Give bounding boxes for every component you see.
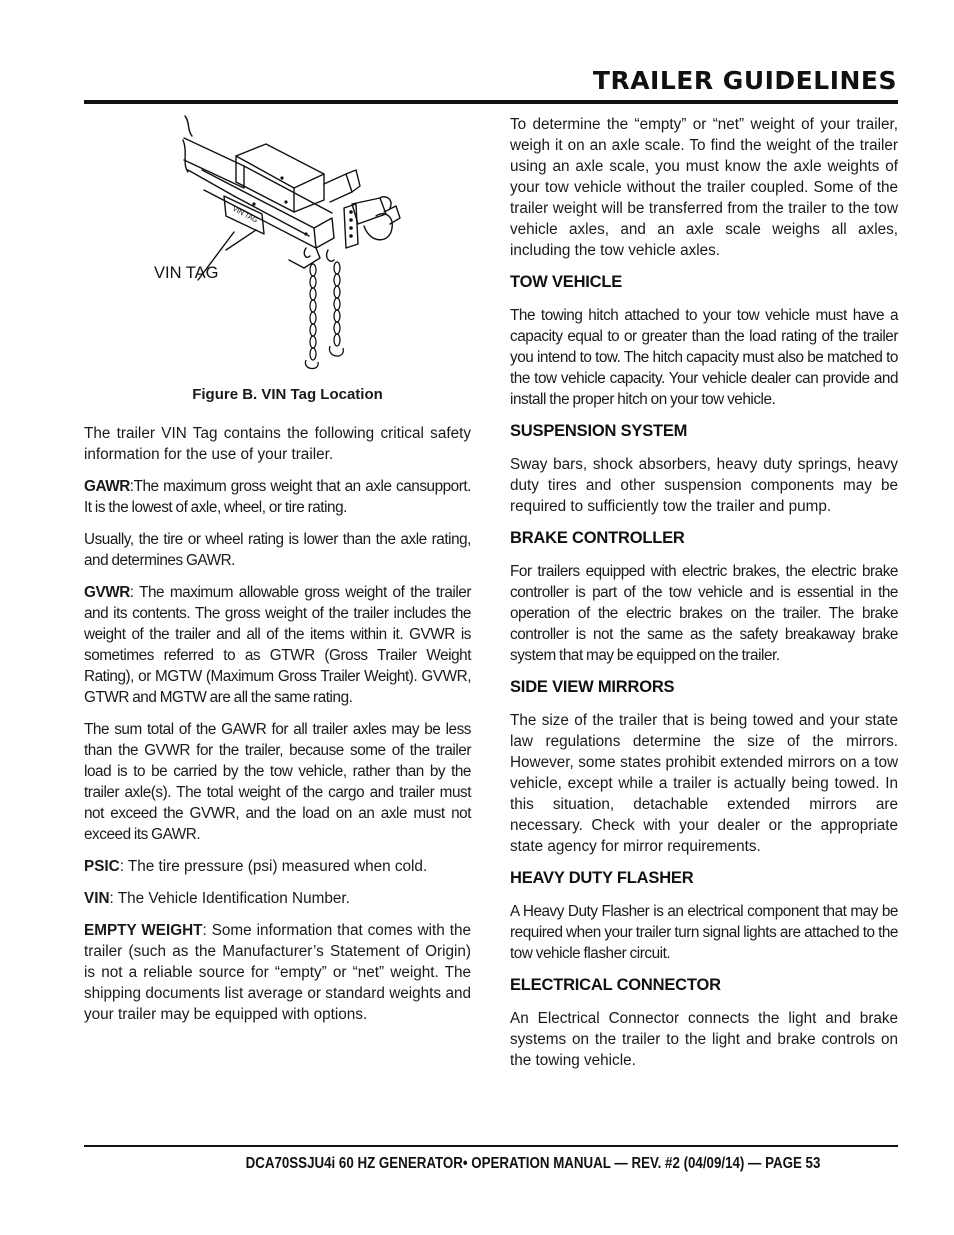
electrical-connector-heading: ELECTRICAL CONNECTOR bbox=[510, 976, 721, 994]
suspension-system-text: Sway bars, shock absorbers, heavy duty springs, heavy duty tires and other suspension components may be required to sufficiently tow the trailer and pump. bbox=[510, 456, 898, 515]
brake-controller-heading: BRAKE CONTROLLER bbox=[510, 529, 685, 547]
gvwr-term: GVWR bbox=[84, 584, 130, 601]
psic-definition bbox=[84, 856, 471, 877]
gawr-term: GAWR bbox=[84, 478, 130, 495]
tow-vehicle-text: The towing hitch attached to your tow vehicle must have a capacity equal to or greater than the load rating of the trailer you intend to tow. The hitch capacity must also be matched to the tow vehicle capacity. Your vehicle dealer can provide and install the proper hitch on your tow vehicle. bbox=[510, 307, 898, 408]
figure-caption: Figure B. VIN Tag Location bbox=[192, 386, 383, 403]
suspension-system-heading: SUSPENSION SYSTEM bbox=[510, 422, 688, 440]
gawr-text: :The maximum gross weight that an axle cansupport. It is the lowest of axle, wheel, or tire rating. bbox=[84, 478, 471, 516]
vin-term: VIN bbox=[84, 890, 110, 907]
empty-weight-text: : Some information that comes with the trailer (such as the Manufacturer’s Statement of Origin) is not a reliable source for “empty” or “net” weight. The shipping documents list average or standard weights and your trailer may be equipped with options. bbox=[84, 922, 471, 1023]
sum-total-paragraph: The sum total of the GAWR for all trailer axles may be less than the GVWR for the trailer, because some of the trailer load is to be carried by the tow vehicle, rather than by the trailer axle(s). The total weight of the cargo and trailer must not exceed the GVWR, and the load on an axle must not exceed its GAWR. bbox=[84, 721, 471, 843]
usually-paragraph: Usually, the tire or wheel rating is lower than the axle rating, and determines GAWR. bbox=[84, 531, 471, 569]
gvwr-definition bbox=[84, 582, 471, 708]
page-title: TRAILER GUIDELINES bbox=[592, 66, 897, 95]
side-view-mirrors-text: The size of the trailer that is being towed and your state law regulations determine the size of the mirrors. However, some states prohibit extended mirrors on a tow vehicle, except while a trailer is actually being towed. In this situation, detachable extended mirrors are necessary. Check with your dealer or the appropriate state agency for mirror requirements. bbox=[510, 712, 898, 855]
vin-text: : The Vehicle Identification Number. bbox=[109, 890, 350, 907]
right-column bbox=[510, 114, 898, 1071]
vin-tag-intro: The trailer VIN Tag contains the following critical safety information for the use of your trailer. bbox=[84, 425, 471, 463]
side-view-mirrors-heading: SIDE VIEW MIRRORS bbox=[510, 678, 675, 696]
empty-weight-term: EMPTY WEIGHT bbox=[84, 922, 203, 939]
gawr-definition bbox=[84, 476, 471, 518]
vin-tag-callout: VIN TAG bbox=[154, 264, 219, 282]
brake-controller-text: For trailers equipped with electric brakes, the electric brake controller is part of the tow vehicle and is essential in the operation of the electric brakes on the trailer. The brake controller is not the same as the safety breakaway brake system that may be equipped on the trailer. bbox=[510, 563, 898, 664]
gvwr-text: : The maximum allowable gross weight of the trailer and its contents. The gross weight of the trailer includes the weight of the trailer and all of the items within it. GVWR is sometimes referred to as GTWR (Gross Trailer Weight Rating), or MGTW (Maximum Gross Trailer Weight). GVWR, GTWR and MGTW are all the same rating. bbox=[84, 584, 471, 706]
psic-text: : The tire pressure (psi) measured when cold. bbox=[119, 858, 428, 875]
determine-weight-paragraph: To determine the “empty” or “net” weight of your trailer, weigh it on an axle scale. To find the weight of the trailer using an axle scale, you must know the axle weights of your tow vehicle without the trailer coupled. Some of the trailer weight will be transferred from the trailer to the tow vehicle axles, and an axle scale weighs all axles, including the tow vehicle axles. bbox=[510, 116, 898, 259]
vin-definition bbox=[84, 888, 471, 909]
heavy-duty-flasher-heading: HEAVY DUTY FLASHER bbox=[510, 869, 694, 887]
page-footer: DCA70SSJU4i 60 HZ GENERATOR• OPERATION MANUAL — REV. #2 (04/09/14) — PAGE 53 bbox=[245, 1155, 820, 1172]
heavy-duty-flasher-text: A Heavy Duty Flasher is an electrical component that may be required when your trailer turn signal lights are attached to the tow vehicle flasher circuit. bbox=[510, 903, 898, 962]
left-column bbox=[84, 108, 471, 1036]
trailer-tongue-illustration bbox=[84, 108, 471, 378]
vin-tag-figure bbox=[84, 108, 471, 378]
tow-vehicle-heading: TOW VEHICLE bbox=[510, 273, 623, 291]
footer-rule bbox=[84, 1145, 898, 1147]
vin-tag-plate-text: VIN TAG bbox=[231, 205, 259, 225]
empty-weight-definition bbox=[84, 920, 471, 1025]
header-rule bbox=[84, 100, 898, 104]
psic-term: PSIC bbox=[84, 858, 120, 875]
electrical-connector-text: An Electrical Connector connects the light and brake systems on the trailer to the light and brake controls on the towing vehicle. bbox=[510, 1010, 898, 1069]
